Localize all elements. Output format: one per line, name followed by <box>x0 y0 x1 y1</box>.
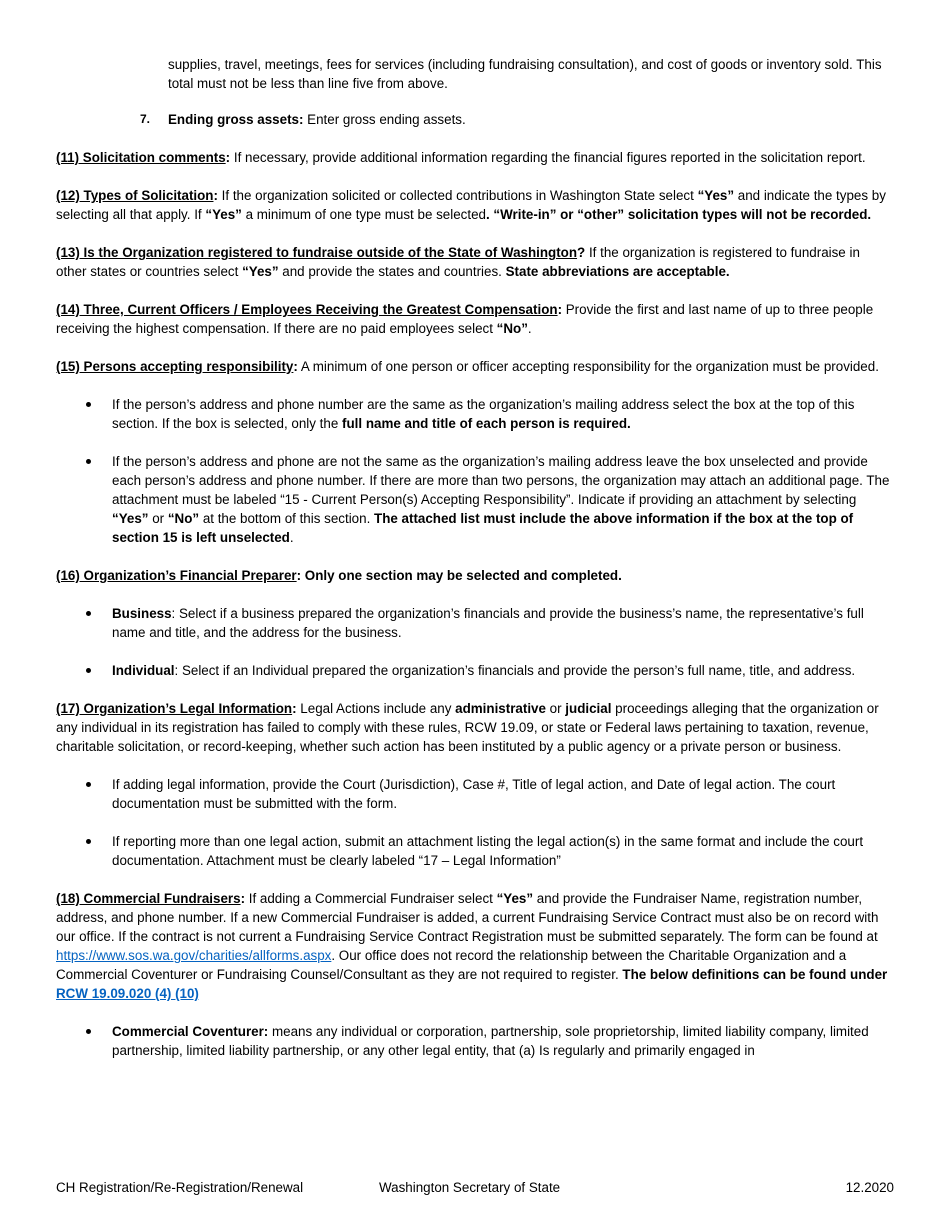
bullet-icon <box>86 611 91 616</box>
list-item: If adding legal information, provide the Court (Jurisdiction), Case #, Title of legal action, and Date of legal action. The court documentation must be submitted with the form. <box>56 775 894 813</box>
bullet-icon <box>86 839 91 844</box>
section-heading: (18) Commercial Fundraisers <box>56 891 241 906</box>
list-item: Individual: Select if an Individual prepared the organization’s financials and provide the person’s full name, title, and address. <box>56 661 894 680</box>
section-17-legal-information: (17) Organization’s Legal Information: Legal Actions include any administrative or judicial proceedings alleging that the organization or any individual in its registration has failed to comply with these rules, RCW 19.09, or state or Federal laws pertaining to taxation, revenue, charitable solicitation, or record-keeping, whether such action has been instituted by a public agency or a private person or business. <box>56 701 879 754</box>
section-15-persons-accepting-responsibility: (15) Persons accepting responsibility: A minimum of one person or officer accepting responsibility for the organization must be provided. <box>56 359 879 374</box>
footer-form-name: CH Registration/Re-Registration/Renewal <box>56 1180 304 1195</box>
page-footer <box>56 1178 894 1197</box>
item-number: 7. <box>140 112 151 126</box>
section-18-commercial-fundraisers: (18) Commercial Fundraisers: If adding a Commercial Fundraiser select “Yes” and provide the Fundraiser Name, registration number, address, and phone number. If a new Commercial Fundraiser is added, a current Fundraising Service Contract must also be on record with our office. If the contract is not current a Fundraising Service Contract Registration must be submitted separately. The form can be found at https://www.sos.wa.gov/charities/allforms.aspx. Our office does not record the relationship between the Charitable Organization and a Commercial Coventurer or Fundraising Counsel/Consultant as they are not required to register. The below definitions can be found under RCW 19.09.020 (4) (10) <box>56 891 888 1001</box>
document-page <box>56 55 894 1060</box>
list-item: Business: Select if a business prepared the organization’s financials and provide the business’s name, the representative’s full name and title, and the address for the business. <box>56 604 894 642</box>
section-14-compensation: (14) Three, Current Officers / Employees Receiving the Greatest Compensation: Provide the first and last name of up to three people receiving the highest compensation. If there are no paid employees select “No”. <box>56 302 874 336</box>
section-heading: (14) Three, Current Officers / Employees Receiving the Greatest Compensation <box>56 302 558 317</box>
item-7-ending-gross-assets: 7. Ending gross assets: Enter gross ending assets. <box>140 112 466 127</box>
bullet-icon <box>86 1029 91 1034</box>
section-13-outside-washington: (13) Is the Organization registered to fundraise outside of the State of Washington? If the organization is registered to fundraise in other states or countries select “Yes” and provide the states and countries. State abbreviations are acceptable. <box>56 245 860 279</box>
bullet-icon <box>86 782 91 787</box>
section-16-bullets <box>56 604 894 680</box>
footer-revision-date: 12.2020 <box>845 1180 894 1195</box>
list-item: If reporting more than one legal action, submit an attachment listing the legal action(s) in the same format and include the court documentation. Attachment must be clearly labeled “17 – Legal Information” <box>56 832 894 870</box>
section-heading: (12) Types of Solicitation <box>56 188 214 203</box>
rcw-link[interactable]: RCW 19.09.020 (4) (10) <box>56 986 199 1001</box>
bullet-icon <box>86 402 91 407</box>
allforms-link[interactable]: https://www.sos.wa.gov/charities/allforms.aspx <box>56 948 332 963</box>
section-heading: (15) Persons accepting responsibility <box>56 359 294 374</box>
section-15-bullets <box>56 395 894 547</box>
list-item: Commercial Coventurer: means any individual or corporation, partnership, sole proprietorship, limited liability company, limited partnership, limited liability partnership, or any other legal entity, that (a) Is regularly and primarily engaged in <box>56 1022 894 1060</box>
line-6-continuation: supplies, travel, meetings, fees for services (including fundraising consultation), and cost of goods or inventory sold. This total must not be less than line five from above. <box>168 57 882 91</box>
list-item: If the person’s address and phone number are the same as the organization’s mailing address select the box at the top of this section. If the box is selected, only the full name and title of each person is required. <box>56 395 894 433</box>
section-12-types-of-solicitation: (12) Types of Solicitation: If the organization solicited or collected contributions in Washington State select “Yes” and indicate the types by selecting all that apply. If “Yes” a minimum of one type must be selected. “Write-in” or “other” solicitation types will not be recorded. <box>56 188 886 222</box>
footer-agency: Washington Secretary of State <box>379 1180 561 1195</box>
bullet-icon <box>86 668 91 673</box>
section-16-financial-preparer: (16) Organization’s Financial Preparer: Only one section may be selected and completed. <box>56 568 622 583</box>
section-11-solicitation-comments: (11) Solicitation comments: If necessary, provide additional information regarding the financial figures reported in the solicitation report. <box>56 150 866 165</box>
section-18-bullets <box>56 1022 894 1060</box>
bullet-icon <box>86 459 91 464</box>
section-heading: (16) Organization’s Financial Preparer <box>56 568 297 583</box>
section-17-bullets <box>56 775 894 870</box>
section-heading: (11) Solicitation comments <box>56 150 226 165</box>
list-item: If the person’s address and phone are not the same as the organization’s mailing address leave the box unselected and provide each person’s address and phone number. If there are more than two persons, the organization may attach an additional page. The attachment must be labeled “15 - Current Person(s) Accepting Responsibility”. Indicate if providing an attachment by selecting “Yes” or “No” at the bottom of this section. The attached list must include the above information if the box at the top of section 15 is left unselected. <box>56 452 894 547</box>
section-heading: (13) Is the Organization registered to fundraise outside of the State of Washington <box>56 245 578 260</box>
section-heading: (17) Organization’s Legal Information <box>56 701 293 716</box>
item-label: Ending gross assets: <box>168 112 304 127</box>
